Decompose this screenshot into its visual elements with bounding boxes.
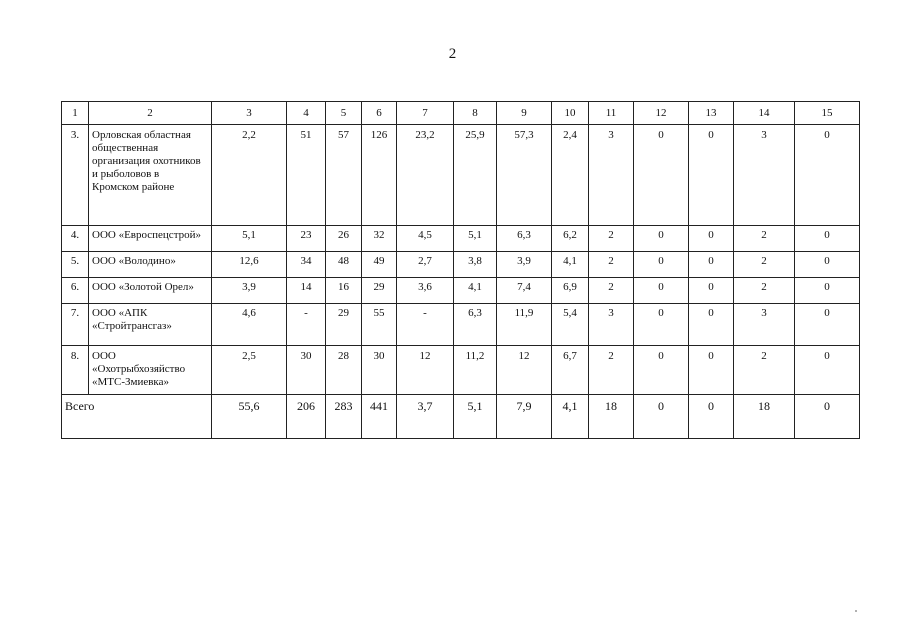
table-row [62, 346, 860, 395]
value-cell: 6,9 [552, 278, 589, 304]
value-cell: 2,7 [397, 252, 454, 278]
value-cell: - [287, 304, 326, 346]
total-value-cell: 18 [589, 395, 634, 439]
value-cell: 23 [287, 226, 326, 252]
value-cell: 55 [362, 304, 397, 346]
data-table [61, 101, 860, 439]
value-cell: 2 [589, 346, 634, 395]
row-number: 7. [62, 304, 89, 346]
value-cell: 34 [287, 252, 326, 278]
total-value-cell: 0 [634, 395, 689, 439]
value-cell: 6,7 [552, 346, 589, 395]
header-cell: 15 [795, 102, 860, 125]
value-cell: 28 [326, 346, 362, 395]
value-cell: 11,9 [497, 304, 552, 346]
row-number: 4. [62, 226, 89, 252]
value-cell: 3 [589, 125, 634, 226]
value-cell: 30 [287, 346, 326, 395]
organization-name: Орловская областная общественная организация охотников и рыболовов в Кромском районе [89, 125, 212, 226]
value-cell: 26 [326, 226, 362, 252]
value-cell: 3 [734, 125, 795, 226]
table-row [62, 252, 860, 278]
total-value-cell: 55,6 [212, 395, 287, 439]
header-cell: 8 [454, 102, 497, 125]
value-cell: 4,5 [397, 226, 454, 252]
scan-speck [855, 610, 857, 612]
value-cell: 2 [734, 278, 795, 304]
header-cell: 12 [634, 102, 689, 125]
value-cell: 12 [397, 346, 454, 395]
value-cell: 2 [589, 252, 634, 278]
total-value-cell: 3,7 [397, 395, 454, 439]
row-number: 5. [62, 252, 89, 278]
value-cell: 14 [287, 278, 326, 304]
value-cell: 0 [795, 226, 860, 252]
header-cell: 1 [62, 102, 89, 125]
value-cell: 4,1 [552, 252, 589, 278]
header-cell: 2 [89, 102, 212, 125]
value-cell: 3,6 [397, 278, 454, 304]
value-cell: 51 [287, 125, 326, 226]
value-cell: 5,4 [552, 304, 589, 346]
header-cell: 14 [734, 102, 795, 125]
row-number: 8. [62, 346, 89, 395]
value-cell: 0 [634, 125, 689, 226]
total-value-cell: 7,9 [497, 395, 552, 439]
value-cell: 57 [326, 125, 362, 226]
value-cell: 0 [634, 226, 689, 252]
value-cell: 0 [795, 346, 860, 395]
value-cell: 23,2 [397, 125, 454, 226]
total-value-cell: 5,1 [454, 395, 497, 439]
value-cell: 0 [795, 125, 860, 226]
value-cell: - [397, 304, 454, 346]
value-cell: 3 [589, 304, 634, 346]
total-value-cell: 206 [287, 395, 326, 439]
value-cell: 5,1 [454, 226, 497, 252]
table-row [62, 278, 860, 304]
total-value-cell: 283 [326, 395, 362, 439]
table-row [62, 226, 860, 252]
value-cell: 0 [689, 226, 734, 252]
value-cell: 0 [689, 252, 734, 278]
value-cell: 16 [326, 278, 362, 304]
value-cell: 5,1 [212, 226, 287, 252]
value-cell: 12,6 [212, 252, 287, 278]
organization-name: ООО «АПК «Стройтрансгаз» [89, 304, 212, 346]
total-value-cell: 441 [362, 395, 397, 439]
header-cell: 5 [326, 102, 362, 125]
value-cell: 2,4 [552, 125, 589, 226]
value-cell: 0 [634, 252, 689, 278]
value-cell: 2 [589, 278, 634, 304]
value-cell: 0 [795, 252, 860, 278]
value-cell: 6,2 [552, 226, 589, 252]
value-cell: 0 [689, 125, 734, 226]
value-cell: 0 [634, 304, 689, 346]
value-cell: 2 [734, 226, 795, 252]
value-cell: 4,6 [212, 304, 287, 346]
value-cell: 30 [362, 346, 397, 395]
header-cell: 6 [362, 102, 397, 125]
row-number: 3. [62, 125, 89, 226]
value-cell: 0 [634, 278, 689, 304]
row-number: 6. [62, 278, 89, 304]
header-cell: 7 [397, 102, 454, 125]
value-cell: 3 [734, 304, 795, 346]
organization-name: ООО «Золотой Орел» [89, 278, 212, 304]
header-cell: 11 [589, 102, 634, 125]
table-row [62, 304, 860, 346]
header-cell: 3 [212, 102, 287, 125]
value-cell: 0 [689, 346, 734, 395]
total-row [62, 395, 860, 439]
value-cell: 0 [795, 278, 860, 304]
value-cell: 4,1 [454, 278, 497, 304]
value-cell: 3,8 [454, 252, 497, 278]
header-cell: 4 [287, 102, 326, 125]
header-cell: 9 [497, 102, 552, 125]
value-cell: 48 [326, 252, 362, 278]
header-cell: 13 [689, 102, 734, 125]
value-cell: 3,9 [497, 252, 552, 278]
value-cell: 57,3 [497, 125, 552, 226]
value-cell: 2 [734, 346, 795, 395]
table-row [62, 125, 860, 226]
total-value-cell: 0 [795, 395, 860, 439]
organization-name: ООО «Володино» [89, 252, 212, 278]
organization-name: ООО «Охотрыбхозяйство «МТС-Змиевка» [89, 346, 212, 395]
page-number: 2 [448, 46, 457, 62]
organization-name: ООО «Евроспецстрой» [89, 226, 212, 252]
value-cell: 3,9 [212, 278, 287, 304]
value-cell: 2 [734, 252, 795, 278]
value-cell: 29 [326, 304, 362, 346]
value-cell: 2 [589, 226, 634, 252]
value-cell: 12 [497, 346, 552, 395]
value-cell: 2,5 [212, 346, 287, 395]
total-value-cell: 0 [689, 395, 734, 439]
value-cell: 0 [689, 278, 734, 304]
value-cell: 25,9 [454, 125, 497, 226]
table-header-row [62, 102, 860, 125]
total-label: Всего [62, 395, 212, 439]
value-cell: 2,2 [212, 125, 287, 226]
header-cell: 10 [552, 102, 589, 125]
value-cell: 0 [689, 304, 734, 346]
total-value-cell: 4,1 [552, 395, 589, 439]
value-cell: 126 [362, 125, 397, 226]
value-cell: 49 [362, 252, 397, 278]
value-cell: 29 [362, 278, 397, 304]
value-cell: 7,4 [497, 278, 552, 304]
value-cell: 0 [795, 304, 860, 346]
value-cell: 6,3 [454, 304, 497, 346]
total-value-cell: 18 [734, 395, 795, 439]
value-cell: 6,3 [497, 226, 552, 252]
value-cell: 32 [362, 226, 397, 252]
value-cell: 0 [634, 346, 689, 395]
value-cell: 11,2 [454, 346, 497, 395]
